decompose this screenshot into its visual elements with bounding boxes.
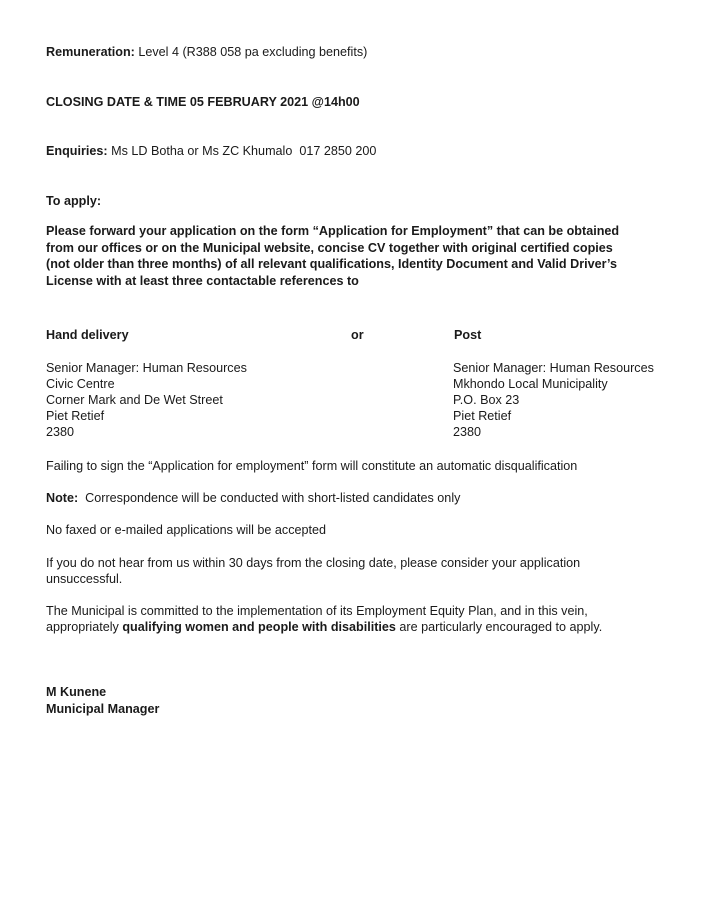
instructions-line: Please forward your application on the form “Application for Employment” that can be obtained	[46, 224, 620, 238]
enquiries-label: Enquiries:	[46, 144, 108, 158]
signatory-title: Municipal Manager	[46, 702, 160, 716]
hand-delivery-address	[46, 360, 247, 440]
instructions-line: (not older than three months) of all relevant qualifications, Identity Document and Valid Driver’s	[46, 257, 618, 271]
to-apply-heading: To apply:	[46, 194, 102, 208]
closing-date-line: CLOSING DATE & TIME 05 FEBRUARY 2021 @14h00	[46, 95, 360, 109]
address-line: 2380	[453, 425, 482, 439]
address-line: Corner Mark and De Wet Street	[46, 393, 223, 407]
no-response-notice	[46, 555, 686, 587]
note-line	[46, 490, 460, 506]
instructions-line: License with at least three contactable references to	[46, 273, 359, 288]
equity-line: The Municipal is committed to the implementation of its Employment Equity Plan, and in this vein,	[46, 604, 588, 618]
application-instructions	[46, 223, 686, 289]
address-line: P.O. Box 23	[453, 393, 520, 407]
postal-address	[453, 360, 654, 440]
note-label: Note:	[46, 491, 79, 505]
instructions-line: from our offices or on the Municipal website, concise CV together with original certified copies	[46, 240, 613, 255]
signoff-block	[46, 684, 159, 718]
hand-delivery-heading: Hand delivery	[46, 328, 129, 342]
remuneration-label: Remuneration:	[46, 45, 135, 59]
enquiries-value: Ms LD Botha or Ms ZC Khumalo 017 2850 200	[107, 144, 377, 158]
equity-pre: appropriately	[46, 620, 123, 634]
job-advert-document	[46, 0, 686, 905]
address-line: Piet Retief	[453, 409, 512, 423]
enquiries-line	[46, 143, 376, 159]
no-fax-notice: No faxed or e-mailed applications will be accepted	[46, 523, 327, 537]
address-line: Senior Manager: Human Resources	[453, 361, 654, 375]
address-line: Piet Retief	[46, 409, 105, 423]
remuneration-value: Level 4 (R388 058 pa excluding benefits)	[134, 45, 368, 59]
employment-equity-statement	[46, 603, 686, 635]
equity-post: are particularly encouraged to apply.	[395, 620, 603, 634]
address-line: Civic Centre	[46, 377, 115, 391]
address-line: Senior Manager: Human Resources	[46, 361, 247, 375]
notice-line: unsuccessful.	[46, 572, 123, 586]
address-line: Mkhondo Local Municipality	[453, 377, 608, 391]
notice-line: If you do not hear from us within 30 days from the closing date, please consider your application	[46, 556, 581, 570]
address-line: 2380	[46, 425, 75, 439]
remuneration-line	[46, 44, 367, 60]
signatory-name: M Kunene	[46, 685, 107, 699]
equity-emphasis: qualifying women and people with disabilities	[122, 620, 396, 634]
post-heading: Post	[454, 328, 482, 342]
or-separator: or	[351, 328, 364, 342]
note-value: Correspondence will be conducted with short-listed candidates only	[78, 491, 461, 505]
equity-line-2	[46, 619, 686, 635]
disqualification-warning: Failing to sign the “Application for employment” form will constitute an automatic disqualification	[46, 459, 578, 473]
